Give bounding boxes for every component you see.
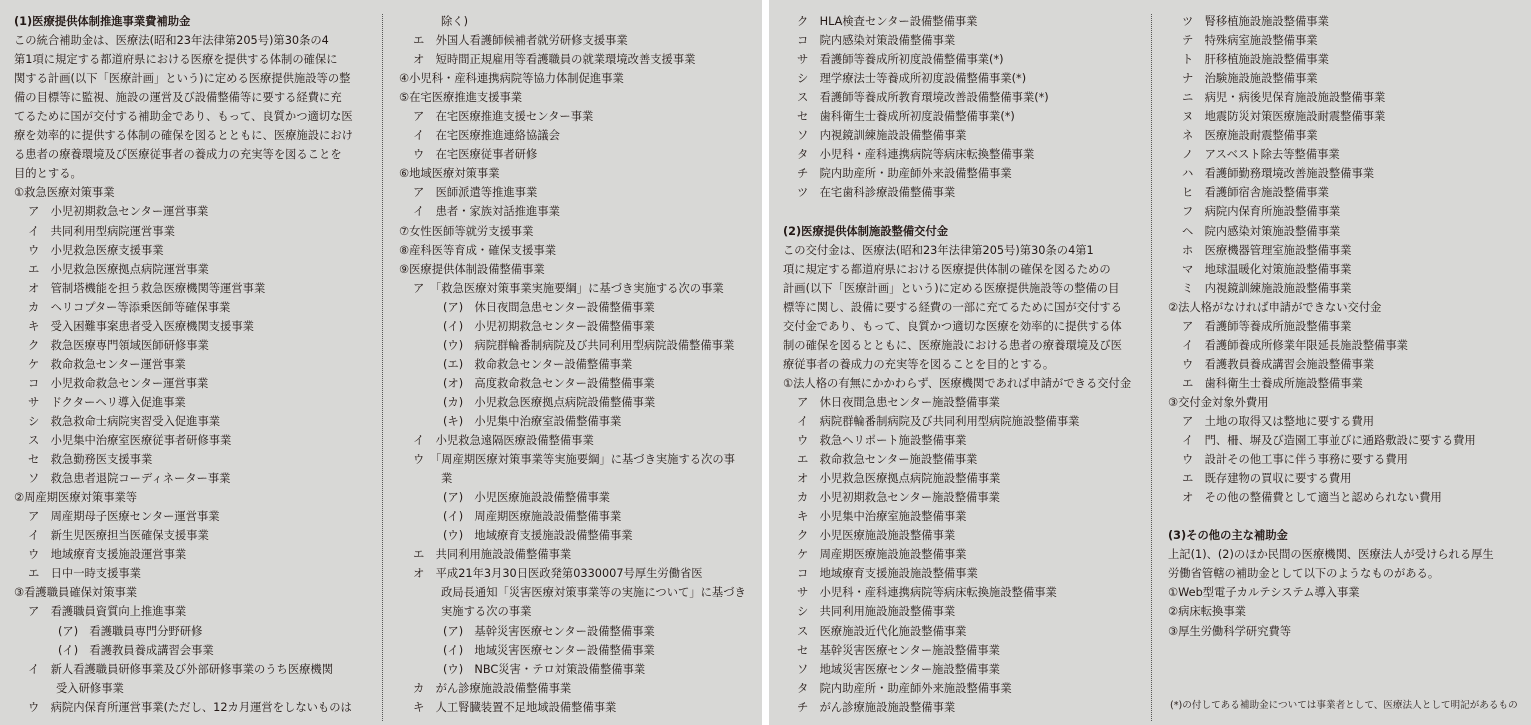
left-page [0,0,762,725]
text-line: ニ 病児・病後児保育施設施設整備事業 [1182,91,1386,105]
text-line: キ 受入困難事案患者受入医療機関支援事業 [28,319,254,333]
right-page-column-1 [783,12,1131,717]
text-line: ウ 救急ヘリポート施設整備事業 [797,434,967,448]
text-line: チ 院内助産所・助産師外来設備整備事業 [797,167,1012,181]
text-line: イ 患者・家族対話推進事業 [413,205,560,219]
text-line: 療を効率的に提供する体制の確保を図るとともに、医療施設におけ [14,129,353,143]
text-line: 制の確保を図るとともに、医療施設における患者の療養環境及び医 [783,338,1122,352]
text-line: フ 病院内保育所施設整備事業 [1182,205,1341,219]
text-line: この統合補助金は、医療法(昭和23年法律第205号)第30条の4 [14,34,329,48]
text-line: ア 休日夜間急患センター施設整備事業 [797,395,1000,409]
text-line: サ 小児科・産科連携病院等病床転換施設整備事業 [797,586,1057,600]
text-line: イ 病院群輪番制病院及び共同利用型病院施設整備事業 [797,414,1080,428]
text-line: ⑥地域医療対策事業 [399,167,500,181]
text-line: タ 院内助産所・助産師外来施設整備事業 [797,681,1012,695]
text-line: エ 小児救急医療拠点病院運営事業 [28,262,209,276]
text-line: イ 門、柵、塀及び造園工事並びに通路敷設に要する費用 [1182,434,1476,448]
text-line: ⑨医療提供体制設備整備事業 [399,262,545,276]
text-line: イ 小児救急遠隔医療設備整備事業 [413,434,594,448]
text-line: ウ 「周産期医療対策事業等実施要綱」に基づき実施する次の事 [413,453,735,467]
text-line: キ 小児集中治療室施設整備事業 [797,510,967,524]
text-line: 標等に関し、設備に要する経費の一部に充てるために国が交付する [783,300,1122,314]
text-line: ノ アスベスト除去等整備事業 [1182,148,1340,162]
text-line: 上記(1)、(2)のほか民間の医療機関、医療法人が受けられる厚生 [1168,548,1494,562]
text-line: ア 在宅医療推進支援センター事業 [413,110,594,124]
text-line: ス 看護師等養成所教育環境改善設備整備事業(*) [797,91,1049,105]
text-line: 関する計画(以下「医療計画」という)に定める医療提供施設等の整 [14,72,351,86]
text-line: ク 小児医療施設施設整備事業 [797,529,956,543]
text-line: エ 外国人看護師候補者就労研修支援事業 [413,34,628,48]
text-line: ヒ 看護師宿舎施設整備事業 [1182,186,1329,200]
text-line: ソ 救急患者退院コーディネーター事業 [28,472,231,486]
text-line: 労働省管轄の補助金として以下のようなものがある。 [1168,567,1440,581]
text-line: ハ 看護師勤務環境改善施設整備事業 [1182,167,1375,181]
text-line: カ がん診療施設設備整備事業 [413,681,572,695]
text-line: ⑧産科医等育成・確保支援事業 [399,243,556,257]
text-line: イ 新人看護職員研修事業及び外部研修事業のうち医療機関 [28,662,334,676]
text-line: ③看護職員確保対策事業 [14,586,138,600]
text-line: ケ 周産期医療施設施設整備事業 [797,548,967,562]
text-line: イ 新生児医療担当医確保支援事業 [28,529,209,543]
text-line: エ 救命救急センター施設整備事業 [797,453,978,467]
text-line: オ その他の整備費として適当と認められない費用 [1182,491,1442,505]
text-line: 計画(以下「医療計画」という)に定める医療提供施設等の整備の目 [783,281,1120,295]
text-line: (ア) 休日夜間急患センター設備整備事業 [443,300,655,314]
text-line: ス 医療施設近代化施設整備事業 [797,624,967,638]
left-page-column-1 [14,12,353,717]
text-line: シ 共同利用施設施設整備事業 [797,605,956,619]
text-line: ヘ 院内感染対策施設整備事業 [1182,224,1341,238]
text-line: エ 既存建物の買収に要する費用 [1182,472,1352,486]
text-line: (ウ) 病院群輪番制病院及び共同利用型病院設備整備事業 [443,338,735,352]
text-line: る患者の療養環境及び医療従事者の養成力の充実等を図ることを [14,148,342,162]
text-line: (キ) 小児集中治療室設備整備事業 [443,414,622,428]
text-line: シ 救急救命士病院実習受入促進事業 [28,414,221,428]
text-line: ①救急医療対策事業 [14,186,115,200]
text-line: ソ 地域災害医療センター施設整備事業 [797,662,1000,676]
text-line: ②法人格がなければ申請ができない交付金 [1168,300,1382,314]
text-line: サ ドクターヘリ導入促進事業 [28,395,186,409]
text-line: マ 地球温暖化対策施設整備事業 [1182,262,1352,276]
text-line: ミ 内視鏡訓練施設施設整備事業 [1182,281,1352,295]
text-line: ク HLA検査センター設備整備事業 [797,15,978,28]
text-line: ア 医師派遣等推進事業 [413,186,538,200]
text-line: エ 日中一時支援事業 [28,567,141,581]
text-line: テ 特殊病室施設整備事業 [1182,34,1318,48]
right-page-column-2 [1168,12,1494,641]
text-line: (オ) 高度救命救急センター設備整備事業 [443,376,655,390]
text-line: イ 共同利用型病院運営事業 [28,224,175,238]
text-line: 備の目標等に監視、施設の運営及び設備整備等に要する経費に充 [14,91,342,105]
text-line: キ 人工腎臓装置不足地域設備整備事業 [413,700,617,714]
text-line: イ 在宅医療推進連絡協議会 [413,129,560,143]
text-line: (ウ) NBC災害・テロ対策設備整備事業 [443,662,646,676]
text-line: エ 歯科衛生士養成所施設整備事業 [1182,376,1363,390]
text-line: チ がん診療施設施設整備事業 [797,700,956,714]
text-line: ア 周産期母子医療センター運営事業 [28,510,220,524]
text-line: ネ 医療施設耐震整備事業 [1182,129,1318,143]
text-line: ホ 医療機器管理室施設整備事業 [1182,243,1352,257]
text-line: この交付金は、医療法(昭和23年法律第205号)第30条の4第1 [783,243,1094,257]
text-line: ケ 救命救急センター運営事業 [28,357,186,371]
text-line: ソ 内視鏡訓練施設設備整備事業 [797,129,967,143]
section-heading: (2)医療提供体制施設整備交付金 [783,224,949,238]
text-line: ③交付金対象外費用 [1168,395,1269,409]
text-line: ア 小児初期救急センター運営事業 [28,205,209,219]
text-line: (イ) 周産期医療施設設備整備事業 [443,510,622,524]
text-line: (イ) 地域災害医療センター設備整備事業 [443,643,655,657]
left-page-column-2 [399,12,746,717]
section-heading: (3)その他の主な補助金 [1168,529,1288,543]
text-line: ウ 小児救急医療支援事業 [28,243,164,257]
text-line: シ 理学療法士等養成所初度設備整備事業(*) [797,72,1027,86]
spacer [1168,507,1494,526]
text-line: タ 小児科・産科連携病院等病床転換整備事業 [797,148,1035,162]
text-line: ⑦女性医師等就労支援事業 [399,224,534,238]
text-line: (ア) 基幹災害医療センター設備整備事業 [443,624,655,638]
text-line: (カ) 小児救急医療拠点病院設備整備事業 [443,395,656,409]
text-line: サ 看護師等養成所初度設備整備事業(*) [797,53,1004,67]
text-line: ス 小児集中治療室医療従事者研修事業 [28,434,232,448]
text-line: ナ 治験施設施設整備事業 [1182,72,1318,86]
text-line: ツ 腎移植施設施設整備事業 [1182,15,1329,28]
text-line: コ 地域療育支援施設施設整備事業 [797,567,978,581]
text-line: 第1項に規定する都道府県における医療を提供する体制の確保に [14,53,338,67]
text-line: ト 肝移植施設施設整備事業 [1182,53,1329,67]
text-line: 業 [441,472,453,486]
text-line: セ 救急勤務医支援事業 [28,453,153,467]
text-line: オ 小児救急医療拠点病院施設整備事業 [797,472,1001,486]
text-line: (エ) 救命救急センター設備整備事業 [443,357,633,371]
right-page [769,0,1531,725]
text-line: ⑤在宅医療推進支援事業 [399,91,523,105]
text-line: ②周産期医療対策事業等 [14,491,138,505]
text-line: 受入研修事業 [56,681,124,695]
text-line: ウ 設計その他工事に伴う事務に要する費用 [1182,453,1408,467]
column-divider [382,14,383,721]
text-line: カ ヘリコプター等添乗医師等確保事業 [28,300,231,314]
text-line: てるために国が交付する補助金であり、もって、良質かつ適切な医 [14,110,353,124]
text-line: ア 土地の取得又は整地に要する費用 [1182,414,1375,428]
section-heading: (1)医療提供体制推進事業費補助金 [14,15,191,28]
text-line: (ウ) 地域療育支援施設設備整備事業 [443,529,633,543]
text-line: ①Web型電子カルテシステム導入事業 [1168,586,1360,600]
text-line: 除く) [441,15,469,28]
text-line: ク 救急医療専門領域医師研修事業 [28,338,209,352]
text-line: ウ 在宅医療従事者研修 [413,148,538,162]
text-line: (イ) 看護教員養成講習会事業 [58,643,214,657]
text-line: 目的とする。 [14,167,82,181]
text-line: ウ 病院内保育所運営事業(ただし、12カ月運営をしないものは [28,700,352,714]
text-line: 項に規定する都道府県における医療提供体制の確保を図るための [783,262,1111,276]
text-line: ②病床転換事業 [1168,605,1246,619]
text-line: ウ 看護教員養成講習会施設整備事業 [1182,357,1375,371]
text-line: 交付金であり、もって、良質かつ適切な医療を効率的に提供する体 [783,319,1122,333]
text-line: オ 短時間正規雇用等看護職員の就業環境改善支援事業 [413,53,696,67]
text-line: ④小児科・産科連携病院等協力体制促進事業 [399,72,624,86]
text-line: ア 看護師等養成所施設整備事業 [1182,319,1352,333]
text-line: ヌ 地震防災対策医療施設耐震整備事業 [1182,110,1386,124]
text-line: カ 小児初期救急センター施設整備事業 [797,491,1000,505]
text-line: (イ) 小児初期救急センター設備整備事業 [443,319,655,333]
text-line: エ 共同利用施設設備整備事業 [413,548,572,562]
footnote: (*)の付してある補助金については事業者として、医療法人として明記があるもの [1170,700,1518,711]
text-line: ③厚生労働科学研究費等 [1168,624,1292,638]
column-divider [1151,14,1152,721]
text-line: ア 看護職員資質向上推進事業 [28,605,187,619]
text-line: コ 院内感染対策設備整備事業 [797,34,956,48]
text-line: イ 看護師養成所修業年限延長施設整備事業 [1182,338,1408,352]
text-line: 政局長通知「災害医療対策事業等の実施について」に基づき [441,586,746,600]
text-line: オ 平成21年3月30日医政発第0330007号厚生労働省医 [413,567,703,581]
text-line: セ 歯科衛生士養成所初度設備整備事業(*) [797,110,1015,124]
spacer [783,202,1131,221]
text-line: 療従事者の養成力の充実等を図ることを目的とする。 [783,357,1055,371]
text-line: ア 「救急医療対策事業実施要綱」に基づき実施する次の事業 [413,281,724,295]
text-line: (ア) 小児医療施設設備整備事業 [443,491,610,505]
text-line: オ 管制塔機能を担う救急医療機関等運営事業 [28,281,266,295]
text-line: 実施する次の事業 [441,605,532,619]
text-line: ツ 在宅歯科診療設備整備事業 [797,186,956,200]
text-line: ウ 地域療育支援施設運営事業 [28,548,187,562]
text-line: セ 基幹災害医療センター施設整備事業 [797,643,1000,657]
text-line: (ア) 看護職員専門分野研修 [58,624,203,638]
text-line: ①法人格の有無にかかわらず、医療機関であれば申請ができる交付金 [783,376,1132,390]
text-line: コ 小児救命救急センター運営事業 [28,376,209,390]
